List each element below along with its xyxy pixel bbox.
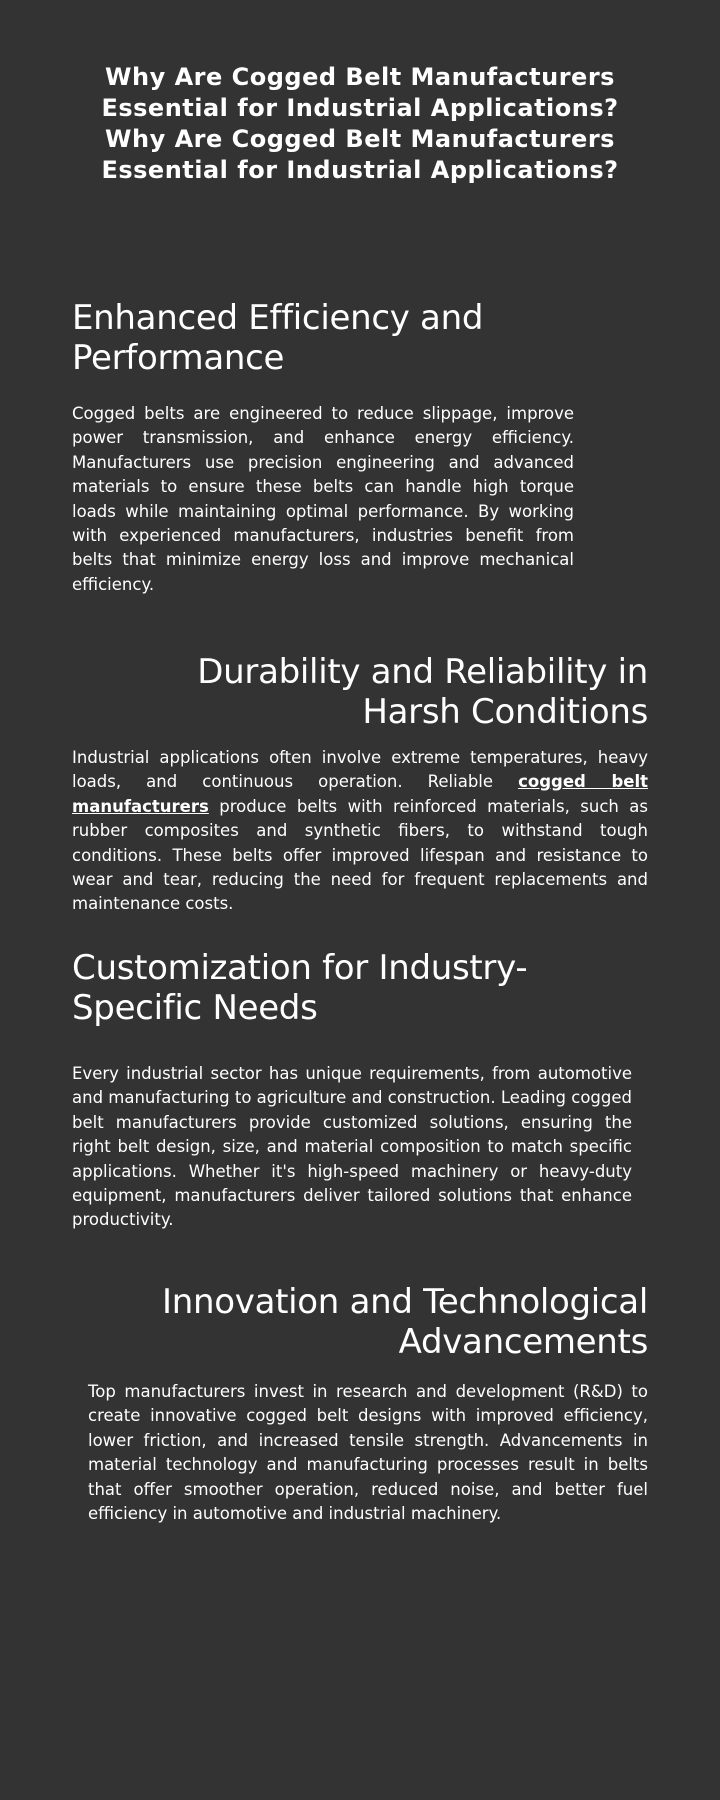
section-heading-innovation: Innovation and Technological Advancements bbox=[162, 1282, 648, 1362]
section-body-efficiency: Cogged belts are engineered to reduce slippage, improve power transmission, and enhance energy efficiency. Manufacturers use precision engineering and advanced materials to ensure these belts can handle high torque loads while maintaining optimal performance. By working with experienced manufacturers, industries benefit from belts that minimize energy loss and improve mechanical efficiency. bbox=[72, 404, 574, 594]
section-body-durability bbox=[72, 746, 648, 917]
page-title: Why Are Cogged Belt Manufacturers Essential for Industrial Applications?Why Are Cogged Belt Manufacturers Essential for Industrial Applications? bbox=[101, 63, 619, 184]
section-heading-efficiency: Enhanced Efficiency and Performance bbox=[72, 298, 484, 378]
body-text-after-link: produce belts with reinforced materials, such as rubber composites and synthetic fibers, to withstand tough conditions. These belts offer improved lifespan and resistance to wear and tear, reducing the need for frequent replacements and maintenance costs. bbox=[72, 796, 648, 914]
section-body-customization: Every industrial sector has unique requirements, from automotive and manufacturing to agriculture and construction. Leading cogged belt manufacturers provide customized solutions, ensuring the right belt design, size, and material composition to match specific applications. Whether it's high-speed machinery or heavy-duty equipment, manufacturers deliver tailored solutions that enhance productivity. bbox=[72, 1064, 632, 1230]
section-heading-customization: Customization for Industry-Specific Needs bbox=[72, 948, 528, 1028]
cogged-belt-manufacturers-link[interactable]: cogged belt manufacturers bbox=[72, 772, 648, 816]
body-text-before-link: Industrial applications often involve extreme temperatures, heavy loads, and continuous operation. Reliable bbox=[72, 748, 648, 792]
section-body-innovation: Top manufacturers invest in research and development (R&D) to create innovative cogged belt designs with improved efficiency, lower friction, and increased tensile strength. Advancements in material technology and manufacturing processes result in belts that offer smoother operation, reduced noise, and better fuel efficiency in automotive and industrial machinery. bbox=[88, 1382, 648, 1524]
section-heading-durability: Durability and Reliability in Harsh Conditions bbox=[197, 652, 648, 732]
